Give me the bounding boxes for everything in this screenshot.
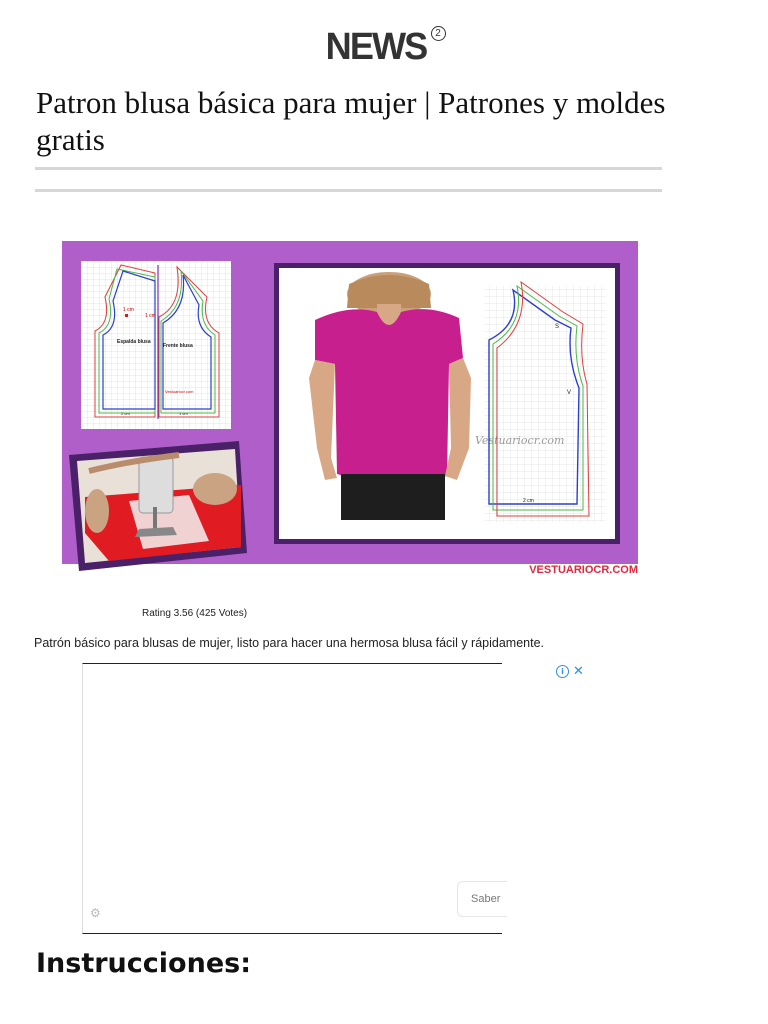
measure-label: 1 cm bbox=[145, 313, 156, 319]
hero-image bbox=[62, 241, 638, 581]
watermark: Vestuariocr.com bbox=[475, 434, 565, 447]
back-piece-label: Espalda blusa bbox=[117, 339, 151, 345]
pattern-mark: V bbox=[567, 390, 572, 396]
site-logo[interactable] bbox=[0, 26, 768, 69]
sewing-machine-photo bbox=[69, 441, 247, 571]
measure-label: 2 cm bbox=[121, 411, 130, 416]
ad-cta-button[interactable]: Saber bbox=[457, 881, 507, 917]
section-heading: Instrucciones: bbox=[36, 948, 251, 979]
article-description: Patrón básico para blusas de mujer, listo para hacer una hermosa blusa fácil y rápidamente. bbox=[34, 636, 545, 650]
pattern-sheet-left bbox=[81, 261, 231, 429]
ad-choices-icon[interactable]: ⚙ bbox=[90, 906, 101, 920]
ad-container[interactable] bbox=[82, 663, 502, 934]
logo-superscript: 2 bbox=[431, 26, 446, 41]
measure-label: 1 cm bbox=[179, 411, 188, 416]
divider bbox=[35, 167, 662, 170]
rating-text: Rating 3.56 (425 Votes) bbox=[142, 608, 248, 619]
logo-text[interactable]: NEWS bbox=[325, 26, 426, 68]
close-icon[interactable]: ✕ bbox=[573, 664, 584, 679]
article-title: Patron blusa básica para mujer | Patrones y moldes gratis bbox=[36, 85, 666, 157]
brand-caption: VESTUARIOCR.COM bbox=[529, 564, 638, 576]
divider bbox=[35, 189, 662, 192]
ad-controls[interactable] bbox=[556, 664, 584, 679]
pattern-mark: S bbox=[555, 324, 560, 330]
measure-label: 2 cm bbox=[523, 498, 534, 504]
sewing-illustration bbox=[69, 441, 247, 571]
measure-label: 1 cm bbox=[123, 307, 134, 313]
blouse-pattern-panel bbox=[274, 263, 620, 544]
blouse-illustration bbox=[279, 268, 615, 539]
info-icon[interactable]: i bbox=[556, 665, 569, 678]
small-watermark: Vestuariocr.com bbox=[165, 389, 194, 394]
pattern-drawing-left bbox=[81, 261, 231, 429]
front-piece-label: Frente blusa bbox=[163, 343, 193, 349]
